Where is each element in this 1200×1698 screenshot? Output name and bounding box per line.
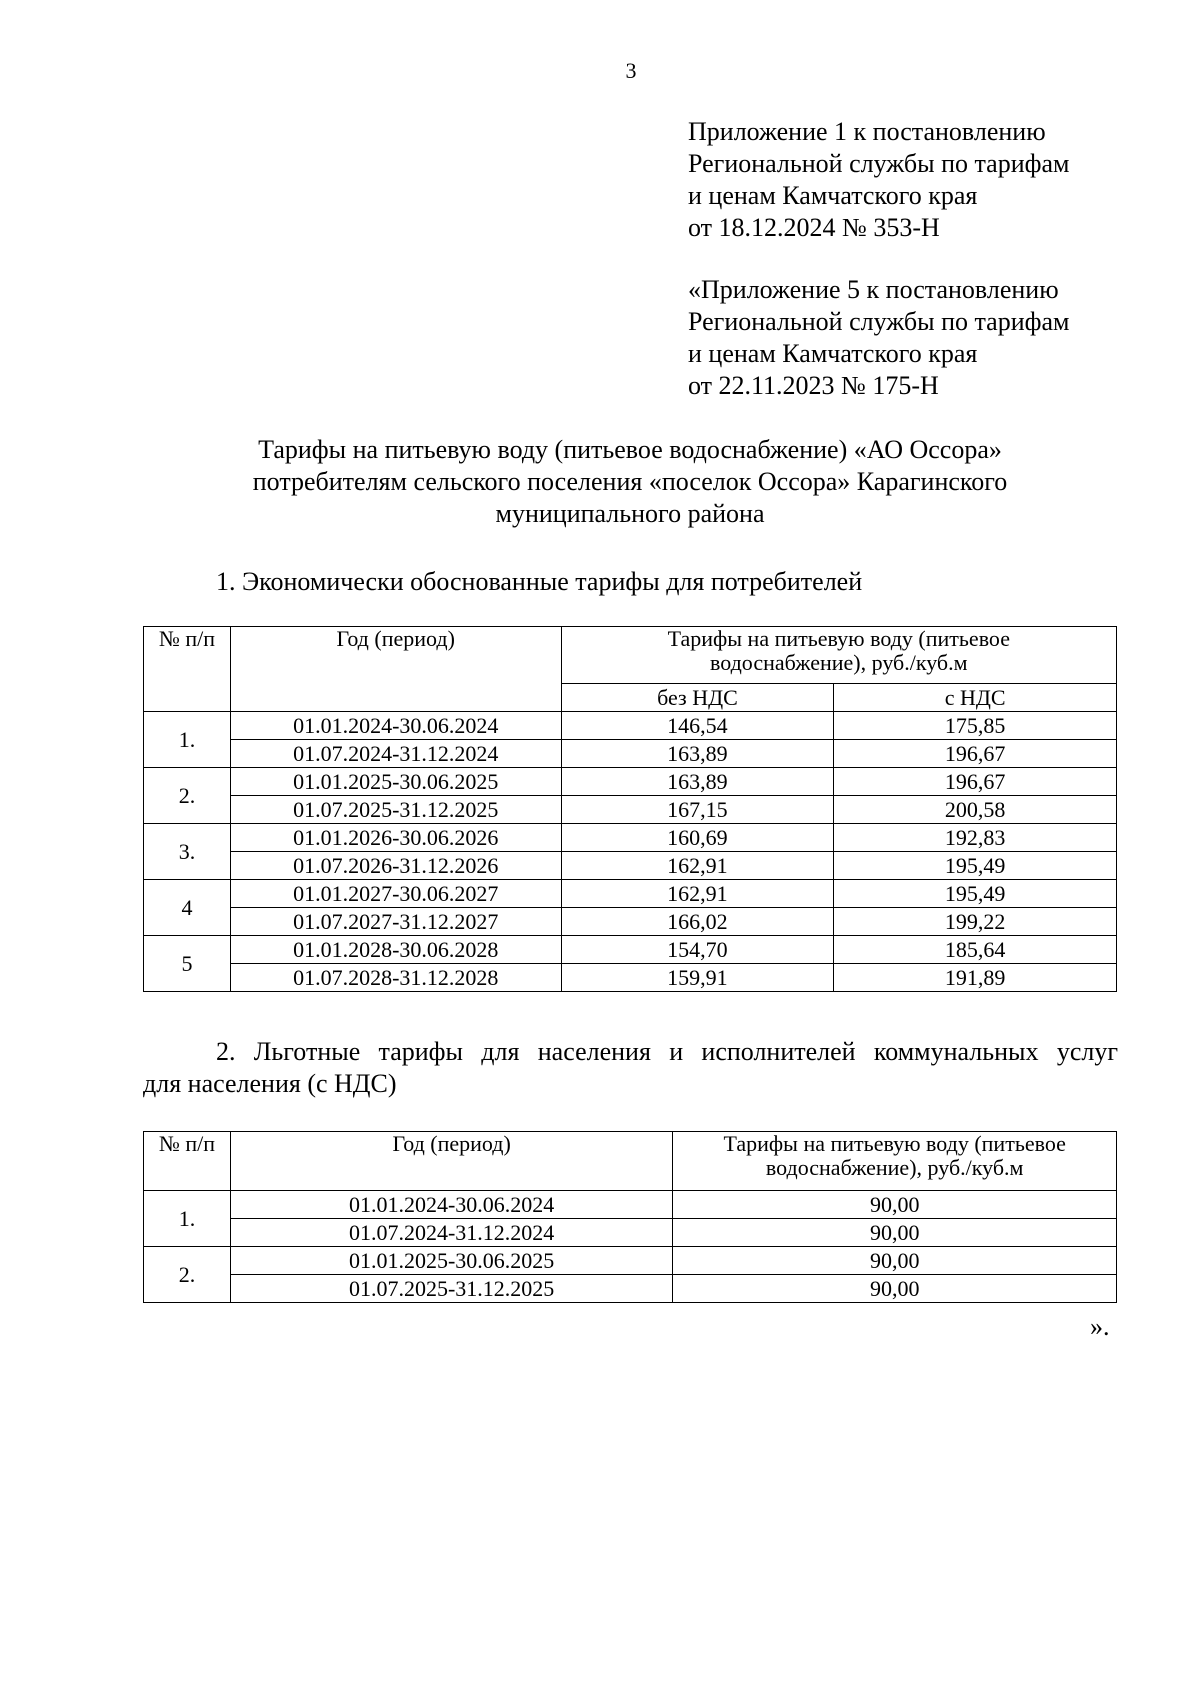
tariff-with-vat: 195,49 — [834, 852, 1117, 880]
period-cell: 01.07.2025-31.12.2025 — [230, 1275, 673, 1303]
appendix-line: и ценам Камчатского края — [688, 181, 978, 210]
table-row — [144, 964, 1117, 992]
tariff-with-vat: 191,89 — [834, 964, 1117, 992]
row-number: 2. — [144, 768, 231, 824]
tariff-value: 90,00 — [673, 1191, 1117, 1219]
tariff-without-vat: 163,89 — [561, 740, 834, 768]
header-period: Год (период) — [230, 1132, 673, 1191]
period-cell: 01.01.2026-30.06.2026 — [230, 824, 561, 852]
title-line: муниципального района — [495, 499, 765, 528]
period-cell: 01.07.2025-31.12.2025 — [230, 796, 561, 824]
row-number: 4 — [144, 880, 231, 936]
page-number: 3 — [625, 58, 637, 83]
economic-tariff-table — [143, 626, 1117, 992]
row-number: 2. — [144, 1247, 231, 1303]
tariff-without-vat: 154,70 — [561, 936, 834, 964]
tariff-with-vat: 196,67 — [834, 740, 1117, 768]
tariff-with-vat: 192,83 — [834, 824, 1117, 852]
tariff-without-vat: 162,91 — [561, 852, 834, 880]
tariff-without-vat: 167,15 — [561, 796, 834, 824]
document-title — [143, 434, 1117, 530]
title-line: Тарифы на питьевую воду (питьевое водоснабжение) «АО Оссора» — [258, 435, 1002, 464]
header-tariff-line: водоснабжение), руб./куб.м — [765, 1155, 1024, 1180]
appendix-line: Региональной службы по тарифам — [688, 149, 1070, 178]
tariff-without-vat: 160,69 — [561, 824, 834, 852]
tariff-with-vat: 175,85 — [834, 712, 1117, 740]
period-cell: 01.01.2024-30.06.2024 — [230, 712, 561, 740]
period-cell: 01.07.2028-31.12.2028 — [230, 964, 561, 992]
period-cell: 01.01.2024-30.06.2024 — [230, 1191, 673, 1219]
tariff-value: 90,00 — [673, 1247, 1117, 1275]
table-row — [144, 908, 1117, 936]
period-cell: 01.07.2026-31.12.2026 — [230, 852, 561, 880]
section-2-heading — [143, 1036, 1118, 1100]
row-number: 1. — [144, 712, 231, 768]
period-cell: 01.07.2027-31.12.2027 — [230, 908, 561, 936]
header-num: № п/п — [144, 1132, 231, 1191]
table-row — [144, 740, 1117, 768]
appendix-line: от 22.11.2023 № 175-Н — [688, 371, 939, 400]
tariff-without-vat: 163,89 — [561, 768, 834, 796]
tariff-without-vat: 162,91 — [561, 880, 834, 908]
appendix-line: «Приложение 5 к постановлению — [688, 275, 1059, 304]
table-row — [144, 712, 1117, 740]
section-2-heading-line: для населения (с НДС) — [143, 1069, 397, 1098]
period-cell: 01.07.2024-31.12.2024 — [230, 1219, 673, 1247]
closing-quote-mark: ». — [1090, 1312, 1110, 1341]
header-tariff-line: Тарифы на питьевую воду (питьевое — [667, 626, 1010, 651]
title-line: потребителям сельского поселения «поселок Оссора» Карагинского — [252, 467, 1008, 496]
row-number: 5 — [144, 936, 231, 992]
period-cell: 01.07.2024-31.12.2024 — [230, 740, 561, 768]
header-with-vat: с НДС — [834, 684, 1117, 712]
row-number: 3. — [144, 824, 231, 880]
header-num: № п/п — [144, 627, 231, 712]
table-row — [144, 936, 1117, 964]
table-row — [144, 1219, 1117, 1247]
appendix-line: и ценам Камчатского края — [688, 339, 978, 368]
appendix-5-reference — [688, 274, 1168, 402]
header-without-vat: без НДС — [561, 684, 834, 712]
header-tariff — [561, 627, 1116, 684]
tariff-value: 90,00 — [673, 1275, 1117, 1303]
preferential-tariff-table — [143, 1131, 1117, 1303]
period-cell: 01.01.2025-30.06.2025 — [230, 1247, 673, 1275]
tariff-with-vat: 196,67 — [834, 768, 1117, 796]
tariff-without-vat: 146,54 — [561, 712, 834, 740]
tariff-without-vat: 159,91 — [561, 964, 834, 992]
appendix-line: от 18.12.2024 № 353-Н — [688, 213, 940, 242]
appendix-1-reference — [688, 116, 1168, 244]
section-1-heading: 1. Экономически обоснованные тарифы для потребителей — [216, 567, 863, 596]
table-row — [144, 768, 1117, 796]
header-period: Год (период) — [230, 627, 561, 712]
section-2-heading-line: 2. Льготные тарифы для населения и исполнителей коммунальных услуг — [216, 1037, 1118, 1066]
period-cell: 01.01.2027-30.06.2027 — [230, 880, 561, 908]
header-tariff — [673, 1132, 1117, 1191]
tariff-with-vat: 199,22 — [834, 908, 1117, 936]
tariff-with-vat: 200,58 — [834, 796, 1117, 824]
tariff-with-vat: 195,49 — [834, 880, 1117, 908]
table-row — [144, 824, 1117, 852]
header-tariff-line: Тарифы на питьевую воду (питьевое — [723, 1131, 1066, 1156]
table-row — [144, 1191, 1117, 1219]
period-cell: 01.01.2028-30.06.2028 — [230, 936, 561, 964]
tariff-value: 90,00 — [673, 1219, 1117, 1247]
table-row — [144, 852, 1117, 880]
appendix-line: Приложение 1 к постановлению — [688, 117, 1046, 146]
table-row — [144, 880, 1117, 908]
table-row — [144, 1275, 1117, 1303]
appendix-line: Региональной службы по тарифам — [688, 307, 1070, 336]
period-cell: 01.01.2025-30.06.2025 — [230, 768, 561, 796]
table-row — [144, 1247, 1117, 1275]
tariff-without-vat: 166,02 — [561, 908, 834, 936]
table-row — [144, 796, 1117, 824]
row-number: 1. — [144, 1191, 231, 1247]
header-tariff-line: водоснабжение), руб./куб.м — [710, 650, 968, 675]
tariff-with-vat: 185,64 — [834, 936, 1117, 964]
